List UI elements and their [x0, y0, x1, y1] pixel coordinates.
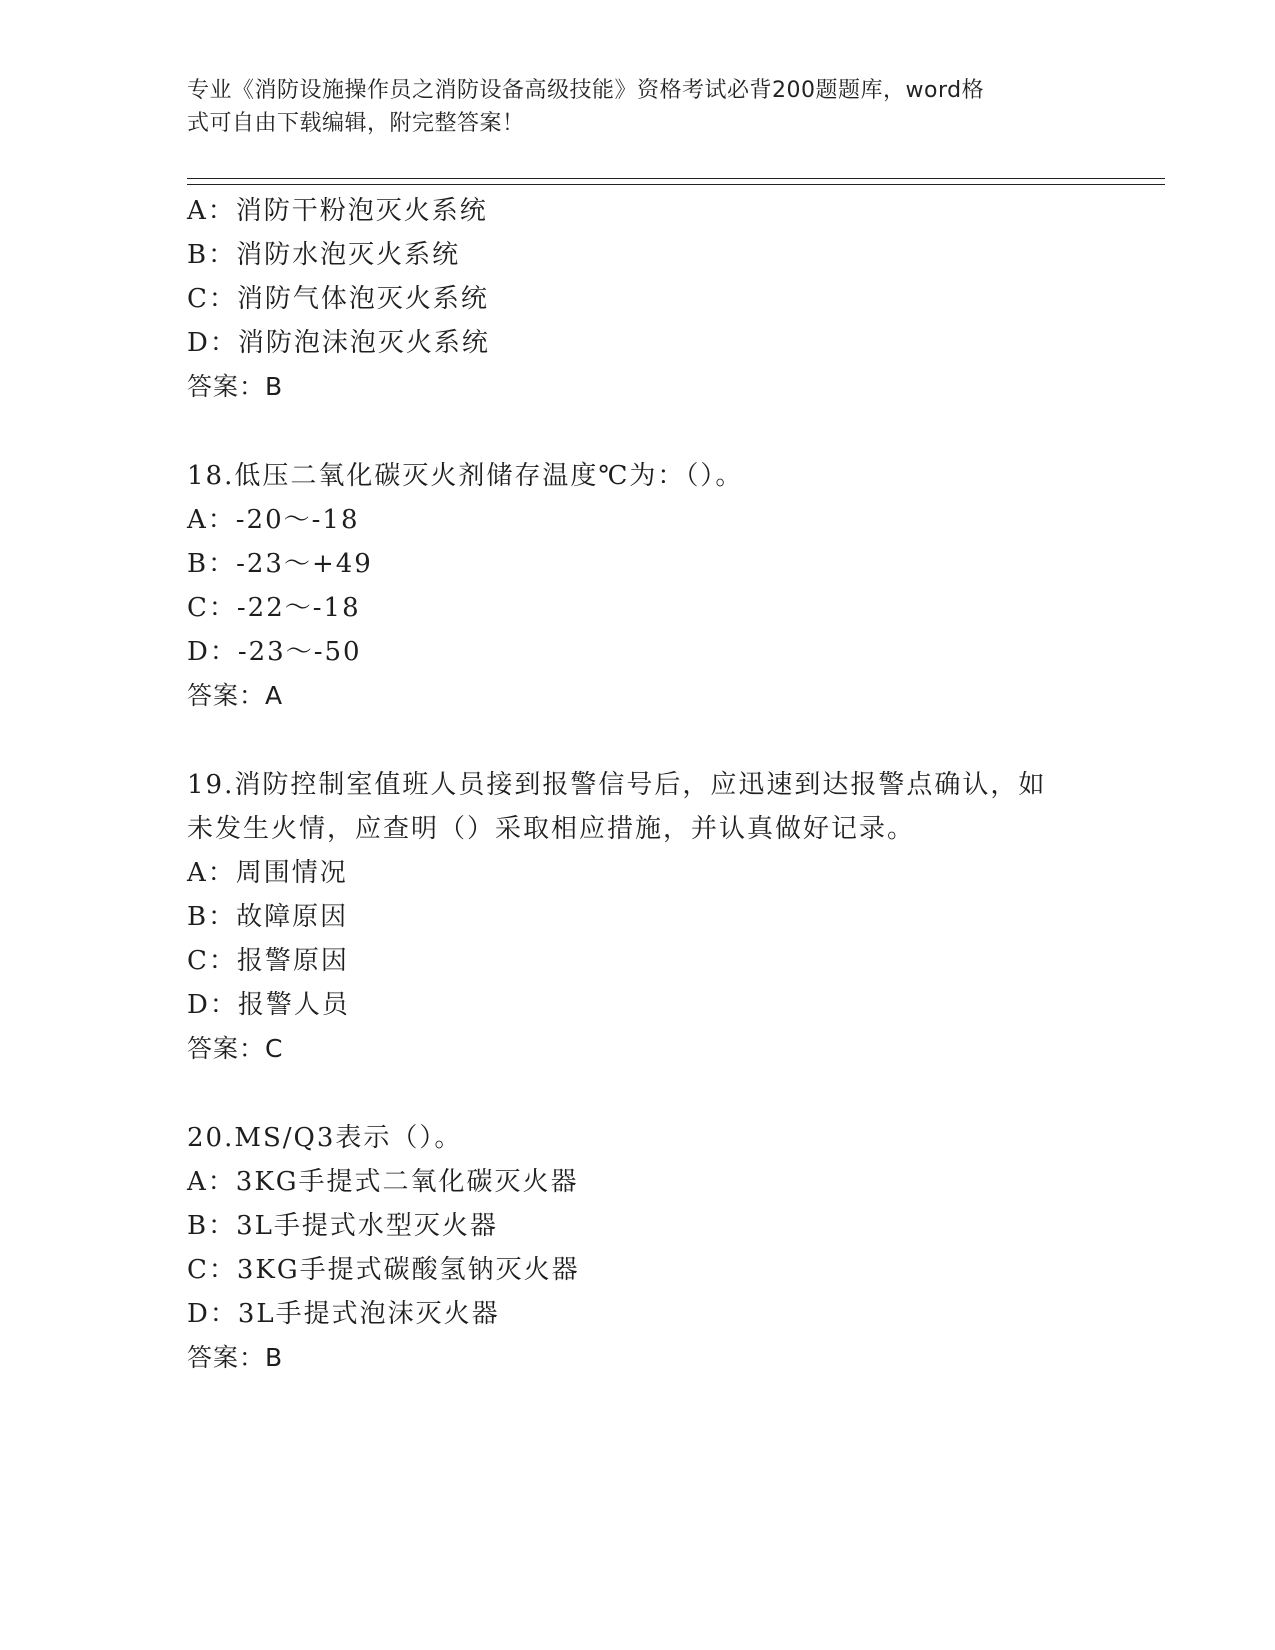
q17-option-c: C：消防气体泡灭火系统	[187, 284, 489, 314]
q19-option-b: B：故障原因	[187, 902, 349, 932]
q19-option-c: C：报警原因	[187, 946, 349, 976]
q19-stem-line-2: 未发生火情，应查明（）采取相应措施，并认真做好记录。	[187, 814, 916, 844]
q20-answer: 答案：B	[187, 1343, 284, 1372]
header-divider-bottom	[187, 184, 1165, 185]
q18-option-b: B：-23～+49	[187, 549, 373, 579]
header-divider-top	[187, 178, 1165, 179]
q20-option-c: C：3KG手提式碳酸氢钠灭火器	[187, 1255, 580, 1285]
q17-option-a: A：消防干粉泡灭火系统	[187, 196, 488, 226]
q18-option-a: A：-20～-18	[187, 505, 360, 535]
q17-option-d: D：消防泡沫泡灭火系统	[187, 328, 490, 358]
q19-answer: 答案：C	[187, 1034, 284, 1063]
q17-answer: 答案：B	[187, 372, 284, 401]
header-line-1: 专业《消防设施操作员之消防设备高级技能》资格考试必背200题题库，word格	[187, 78, 985, 103]
header-line-2: 式可自由下载编辑，附完整答案！	[187, 111, 525, 136]
q17-option-b: B：消防水泡灭火系统	[187, 240, 461, 270]
q19-stem-line-1: 19.消防控制室值班人员接到报警信号后，应迅速到达报警点确认，如	[187, 770, 1047, 800]
q18-stem: 18.低压二氧化碳灭火剂储存温度℃为：（）。	[187, 461, 744, 491]
q18-option-c: C：-22～-18	[187, 593, 361, 623]
q20-option-a: A：3KG手提式二氧化碳灭火器	[187, 1167, 579, 1197]
q19-option-d: D：报警人员	[187, 990, 350, 1020]
document-header	[187, 74, 1067, 140]
q20-option-b: B：3L手提式水型灭火器	[187, 1211, 498, 1241]
q20-stem: 20.MS/Q3表示（）。	[187, 1123, 463, 1153]
q18-answer: 答案：A	[187, 681, 284, 710]
q20-option-d: D：3L手提式泡沫灭火器	[187, 1299, 500, 1329]
q18-option-d: D：-23～-50	[187, 637, 362, 667]
q19-option-a: A：周围情况	[187, 858, 348, 888]
